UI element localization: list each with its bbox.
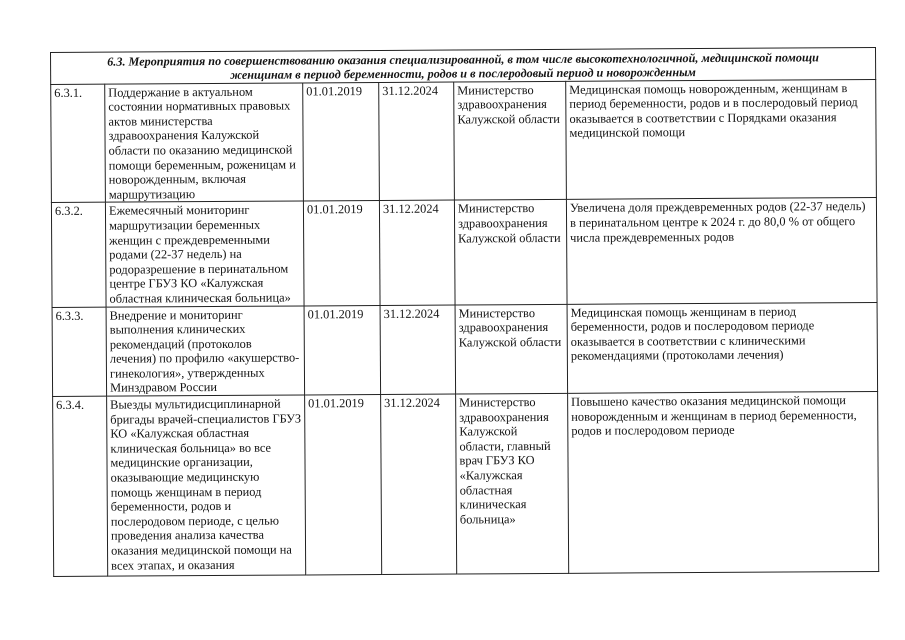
responsible: Министерство здравоохранения Калужской области [455,304,568,394]
table-row [51,79,877,203]
start-date: 01.01.2019 [303,82,380,201]
section-title [51,47,876,84]
start-date: 01.01.2019 [304,305,381,395]
end-date: 31.12.2024 [379,82,455,201]
end-date: 31.12.2024 [380,305,456,395]
section-header-row [51,47,876,84]
expected-result: Медицинская помощь женщинам в период беременности, родов и послеродовом периоде оказывается в соответствии с клиническими рекомендациями (протоколами лечения) [567,302,878,393]
section-title-line2: женщинам в период беременности, родов и в послеродовый период и новорожденным [230,64,696,82]
item-description: Выезды мультидисциплинарной бригады врачей-специалистов ГБУЗ КО «Калужская областная клиническая больница» во все медицинские организации, оказывающие медицинскую помощь женщинам в период беременности, родов и послеродовом периоде, с целью проведения анализа качества оказания медицинской помощи на всех этапах, и оказания [107,395,306,576]
item-number: 6.3.3. [52,307,107,397]
item-number: 6.3.2. [51,203,106,307]
item-description: Ежемесячный мониторинг маршрутизации беременных женщин с преждевременными родами (22-37 недель) на родоразрешение в перинатальном центре ГБУЗ КО «Калужская областная клиническая больница» [105,201,304,306]
responsible: Министерство здравоохранения Калужской области [454,81,567,200]
measures-table [50,47,879,577]
start-date: 01.01.2019 [305,395,382,575]
end-date: 31.12.2024 [381,394,457,574]
end-date: 31.12.2024 [379,200,455,305]
section-title-line1: 6.3. Мероприятия по совершенствованию оказания специализированной, в том числе высокотехнологичной, медицинской помощи [107,50,819,69]
item-description: Внедрение и мониторинг выполнения клинических рекомендаций (протоколов лечения) по профилю «акушерство-гинекология», утвержденных Минздравом России [106,305,305,396]
table-row [51,198,877,307]
document-page [50,47,879,577]
item-description: Поддержание в актуальном состоянии нормативных правовых актов министерства здравоохранения Калужской области по оказанию медицинской помощи беременным, роженицам и новорожденным, включая маршрутизацию [105,83,304,203]
expected-result: Повышено качество оказания медицинской помощи новорожденным и женщинам в период беременности, родов и послеродовом периоде [568,392,879,574]
expected-result: Увеличена доля преждевременных родов (22-37 недель) в перинатальном центре к 2024 г. до 80,0 % от общего числа преждевременных родов [566,198,877,304]
table-row [52,302,878,397]
item-number: 6.3.4. [53,396,108,576]
expected-result: Медицинская помощь новорожденным, женщинам в период беременности, родов и в послеродовый период оказывается в соответствии с Порядками оказания медицинской помощи [566,79,877,200]
responsible: Министерство здравоохранения Калужской области, главный врач ГБУЗ КО «Калужская областная клиническая больница» [456,393,569,574]
item-number: 6.3.1. [51,84,106,203]
table-row [53,392,879,577]
responsible: Министерство здравоохранения Калужской области [454,200,567,305]
start-date: 01.01.2019 [303,201,380,306]
